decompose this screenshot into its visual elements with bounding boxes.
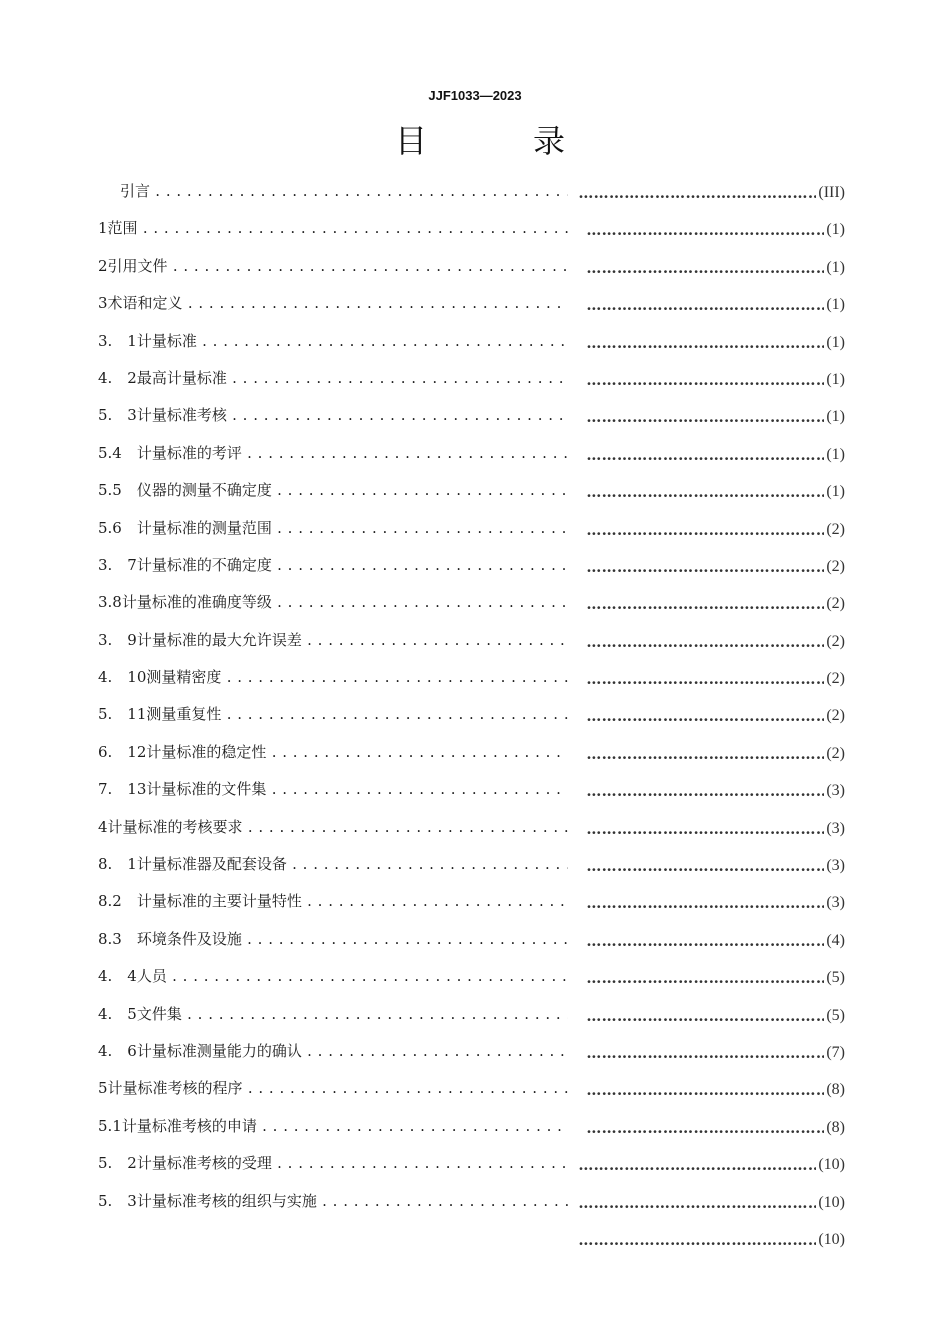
toc-page-leader: [586, 520, 845, 540]
toc-page-leader: [578, 1230, 845, 1250]
toc-entry-number: 5. 3: [98, 406, 137, 425]
toc-page-leader: [586, 333, 845, 353]
toc-page-number: (1): [826, 370, 845, 388]
leader-dots: [586, 407, 824, 427]
toc-row: [0, 885, 950, 922]
toc-page-leader: [586, 594, 845, 614]
toc-row: [0, 1147, 950, 1184]
toc-row: [0, 474, 950, 511]
toc-page-number: (2): [826, 632, 845, 650]
toc-entry-number: 4. 6: [98, 1041, 137, 1060]
toc-page-number: (1): [826, 483, 845, 501]
toc-page-leader: [586, 1043, 845, 1063]
toc-entry-number: 4: [98, 817, 108, 836]
toc-page-number: (10): [818, 1156, 845, 1174]
toc-row: [0, 586, 950, 623]
toc-page-number: (4): [826, 931, 845, 949]
toc-page-leader: [586, 819, 845, 839]
toc-entry-text: 最高计量标准 . . .: [137, 369, 568, 387]
toc-page-number: (1): [826, 296, 845, 314]
toc-row: [0, 848, 950, 885]
leader-dots: [586, 370, 824, 390]
toc-page-number: (3): [826, 857, 845, 875]
toc-entry[interactable]: [98, 1078, 568, 1098]
toc-entry-text: 计量标准的文件集 . . .: [146, 780, 568, 798]
toc-page-leader: [578, 183, 845, 203]
toc-entry[interactable]: [98, 817, 568, 837]
toc-entry[interactable]: [98, 742, 568, 762]
toc-entry[interactable]: [98, 293, 568, 313]
leader-dots: [586, 594, 824, 614]
leader-dots: [586, 295, 824, 315]
toc-entry-number: 5.1: [98, 1116, 122, 1135]
toc-page-leader: [586, 706, 845, 726]
toc-page-number: (3): [826, 894, 845, 912]
leader-dots: [578, 183, 816, 203]
leader-dots: [586, 744, 824, 764]
toc-entry-text: 计量标准 . . .: [137, 332, 568, 350]
toc-entry[interactable]: [98, 854, 568, 874]
leader-dots: [586, 706, 824, 726]
toc-entry-number: 8.2: [98, 892, 137, 911]
title-char-2: 录: [532, 122, 565, 160]
toc-entry-text: 计量标准的主要计量特性 . . .: [137, 892, 568, 910]
leader-dots: [586, 632, 824, 652]
toc-entry-number: 4. 5: [98, 1004, 137, 1023]
toc-entry-text: 计量标准考核的组织与实施 . . .: [137, 1192, 568, 1210]
toc-row: [0, 549, 950, 586]
toc-entry-text: 计量标准考核的申请 . . .: [122, 1117, 568, 1135]
toc-entry-text: 范围 . . .: [108, 219, 568, 237]
toc-row: [0, 437, 950, 474]
toc-entry[interactable]: [98, 592, 568, 612]
leader-dots: [578, 1155, 816, 1175]
document-code: JJF1033—2023: [428, 88, 522, 103]
toc-entry-number: 5.4: [98, 443, 137, 462]
toc-entry-number: 3. 9: [98, 630, 137, 649]
toc-entry-number: 4. 2: [98, 368, 137, 387]
toc-entry[interactable]: [98, 630, 568, 650]
toc-page-leader: [586, 407, 845, 427]
toc-page-leader: [586, 1006, 845, 1026]
toc-entry-number: 5. 3: [98, 1191, 137, 1210]
toc-entry-text: 计量标准的准确度等级 . . .: [122, 593, 568, 611]
toc-page-number: (10): [818, 1193, 845, 1211]
leader-dots: [586, 445, 824, 465]
toc-entry-number: 3: [98, 294, 108, 313]
toc-row: [0, 1222, 950, 1259]
toc-row: [0, 1110, 950, 1147]
toc-page-number: (2): [826, 595, 845, 613]
leader-dots: [586, 1080, 824, 1100]
toc-page-leader: [586, 781, 845, 801]
toc-page-number: (3): [826, 819, 845, 837]
toc-page-number: (5): [826, 1006, 845, 1024]
toc-entry-text: 计量标准测量能力的确认 . . .: [137, 1042, 568, 1060]
toc-entry[interactable]: [98, 256, 568, 276]
toc-entry[interactable]: [98, 1191, 568, 1211]
toc-page-number: (8): [826, 1118, 845, 1136]
toc-page-leader: [586, 445, 845, 465]
toc-entry-number: 5. 11: [98, 705, 147, 724]
title-char-1: 目: [395, 122, 428, 160]
toc-entry[interactable]: [98, 1004, 568, 1024]
toc-entry-number: 6. 12: [98, 742, 147, 761]
toc-row: [0, 512, 950, 549]
toc-entry[interactable]: [98, 779, 568, 799]
leader-dots: [586, 856, 824, 876]
toc-entry-number: 2: [98, 256, 108, 275]
toc-row: [0, 362, 950, 399]
leader-dots: [586, 482, 824, 502]
toc-row: [0, 325, 950, 362]
leader-dots: [586, 893, 824, 913]
toc-page-leader: [586, 968, 845, 988]
toc-entry[interactable]: [98, 704, 568, 724]
toc-entry[interactable]: [98, 1153, 568, 1173]
leader-dots: [586, 1043, 824, 1063]
toc-page-number: (2): [826, 707, 845, 725]
toc-page-leader: [586, 632, 845, 652]
toc-entry-text: 计量标准的考核要求 . . .: [108, 818, 568, 836]
leader-dots: [586, 520, 824, 540]
toc-entry[interactable]: [98, 518, 568, 538]
toc-entry-text: 仪器的测量不确定度 . . .: [137, 481, 568, 499]
leader-dots: [586, 557, 824, 577]
toc-page-number: (2): [826, 557, 845, 575]
toc-entry-number: 8. 1: [98, 855, 137, 874]
toc-page-leader: [586, 669, 845, 689]
toc-page-leader: [586, 370, 845, 390]
toc-entry-text: 计量标准的不确定度 . . .: [137, 556, 568, 574]
toc-entry-text: 计量标准考核的受理 . . .: [137, 1154, 568, 1172]
toc-row: [0, 175, 950, 212]
toc-page-number: (1): [826, 258, 845, 276]
toc-page-leader: [586, 295, 845, 315]
toc-entry-text: 文件集 . . .: [137, 1005, 568, 1023]
toc-entry[interactable]: [98, 218, 568, 238]
toc-page-number: (2): [826, 744, 845, 762]
leader-dots: [586, 931, 824, 951]
toc-entry[interactable]: [98, 368, 568, 388]
toc-page-leader: [586, 1080, 845, 1100]
leader-dots: [586, 819, 824, 839]
toc-entry-number: 8.3: [98, 929, 137, 948]
leader-dots: [586, 333, 824, 353]
toc-entry[interactable]: [98, 443, 568, 463]
toc-entry[interactable]: [98, 480, 568, 500]
toc-page-leader: [586, 220, 845, 240]
toc-row: [0, 399, 950, 436]
toc-entry-text: 计量标准的最大允许误差 . . .: [137, 631, 568, 649]
toc-page-leader: [586, 931, 845, 951]
toc-entry[interactable]: [98, 331, 568, 351]
page-title: [395, 116, 565, 162]
toc-page-number: (III): [818, 184, 845, 201]
toc-page-number: (8): [826, 1081, 845, 1099]
toc-row: [0, 998, 950, 1035]
toc-page-number: (1): [826, 333, 845, 351]
toc-page-leader: [586, 258, 845, 278]
toc-entry-number: 5. 2: [98, 1154, 137, 1173]
toc-row: [0, 698, 950, 735]
toc-page-number: (5): [826, 969, 845, 987]
toc-row: [0, 811, 950, 848]
toc-entry[interactable]: [98, 1116, 568, 1136]
toc-page-leader: [586, 744, 845, 764]
leader-dots: [586, 968, 824, 988]
toc-page-leader: [586, 482, 845, 502]
toc-page-leader: [586, 1118, 845, 1138]
toc-page-number: (10): [818, 1230, 845, 1248]
toc-entry[interactable]: [98, 555, 568, 575]
toc-entry-text: 人员 . . .: [137, 967, 568, 985]
toc-entry[interactable]: [98, 667, 568, 687]
toc-row: [0, 1035, 950, 1072]
toc-page-leader: [586, 856, 845, 876]
leader-dots: [586, 258, 824, 278]
toc-page-leader: [586, 893, 845, 913]
toc-entry[interactable]: [98, 405, 568, 425]
toc-entry-text: 测量重复性 . . .: [146, 705, 568, 723]
toc-entry-number: 5: [98, 1079, 108, 1098]
leader-dots: [586, 1006, 824, 1026]
toc-entry-text: 计量标准的稳定性 . . .: [146, 743, 568, 761]
toc-entry[interactable]: [120, 181, 568, 201]
toc-entry-number: 4. 4: [98, 967, 137, 986]
toc-row: [0, 661, 950, 698]
leader-dots: [586, 220, 824, 240]
toc-entry-text: 引言 . . .: [120, 182, 568, 200]
toc-row: [0, 923, 950, 960]
toc-page-leader: [578, 1193, 845, 1213]
toc-entry[interactable]: [98, 966, 568, 986]
toc-page-leader: [578, 1155, 845, 1175]
toc-entry-number: 5.5: [98, 481, 137, 500]
toc-row: [0, 212, 950, 249]
toc-page-number: (3): [826, 782, 845, 800]
toc-entry-text: 计量标准器及配套设备 . . .: [137, 855, 568, 873]
toc-page-number: (2): [826, 520, 845, 538]
toc-entry-number: 3. 1: [98, 331, 137, 350]
toc-page-number: (7): [826, 1043, 845, 1061]
table-of-contents: [0, 175, 950, 1259]
toc-entry[interactable]: [98, 1041, 568, 1061]
leader-dots: [586, 781, 824, 801]
toc-row: [0, 773, 950, 810]
leader-dots: [578, 1230, 816, 1250]
toc-entry-text: 引用文件 . . .: [108, 257, 568, 275]
toc-row: [0, 287, 950, 324]
toc-entry-number: 7. 13: [98, 780, 147, 799]
toc-row: [0, 960, 950, 997]
toc-row: [0, 1185, 950, 1222]
toc-page-number: (1): [826, 445, 845, 463]
toc-entry-number: 1: [98, 219, 108, 238]
toc-entry-number: 4. 10: [98, 668, 147, 687]
leader-dots: [578, 1193, 816, 1213]
toc-entry-number: 3. 7: [98, 555, 137, 574]
leader-dots: [586, 669, 824, 689]
toc-page-leader: [586, 557, 845, 577]
toc-page-number: (1): [826, 221, 845, 239]
toc-entry-number: 3.8: [98, 593, 122, 612]
toc-row: [0, 624, 950, 661]
toc-entry-text: 术语和定义 . . .: [108, 294, 568, 312]
toc-entry-text: 计量标准考核的程序 . . .: [108, 1079, 568, 1097]
toc-entry[interactable]: [98, 929, 568, 949]
toc-entry-text: 计量标准考核 . . .: [137, 406, 568, 424]
toc-row: [0, 736, 950, 773]
toc-row: [0, 250, 950, 287]
toc-page-number: (1): [826, 408, 845, 426]
toc-entry-number: 5.6: [98, 518, 137, 537]
toc-entry-text: 计量标准的考评 . . .: [137, 444, 568, 462]
toc-row: [0, 1072, 950, 1109]
toc-entry[interactable]: [98, 891, 568, 911]
toc-entry-text: 计量标准的测量范围 . . .: [137, 519, 568, 537]
toc-entry-text: 环境条件及设施 . . .: [137, 930, 568, 948]
toc-page-number: (2): [826, 670, 845, 688]
toc-entry-text: 测量精密度 . . .: [146, 668, 568, 686]
leader-dots: [586, 1118, 824, 1138]
